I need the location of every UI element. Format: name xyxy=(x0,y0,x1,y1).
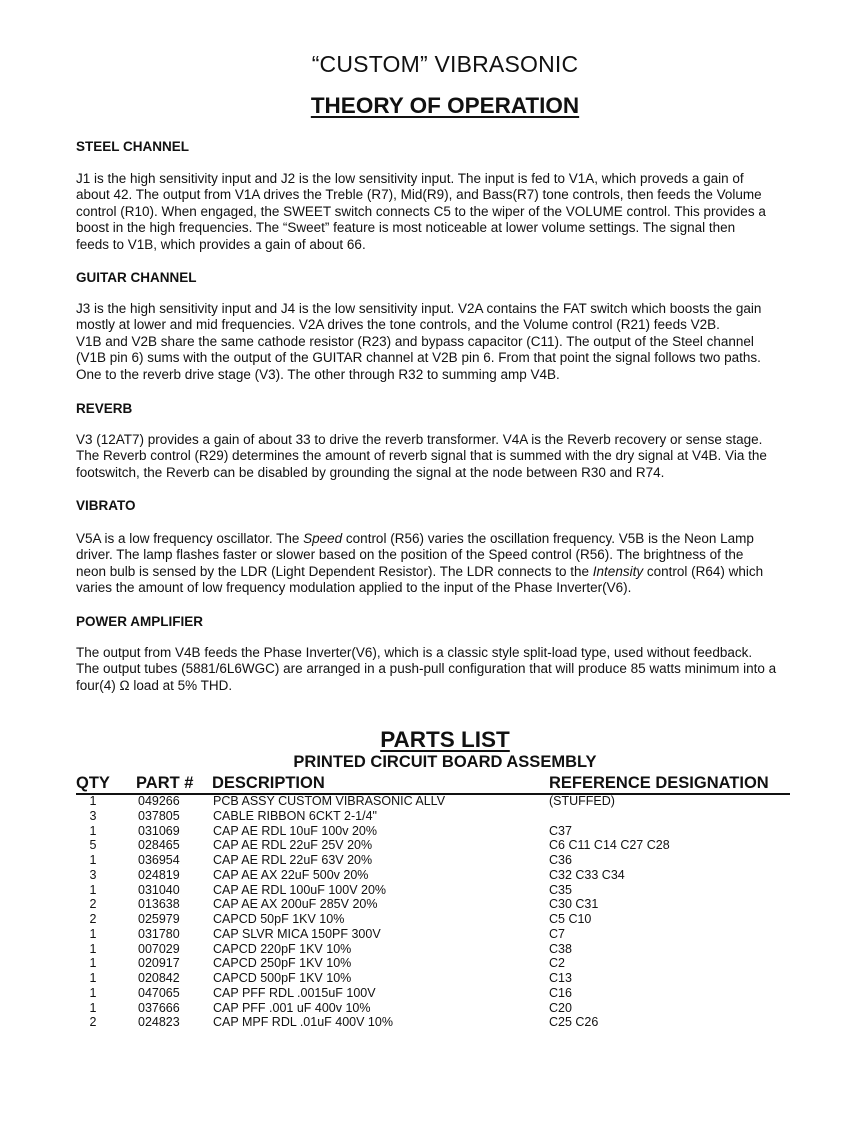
body-line: V1B and V2B share the same cathode resistor (R23) and bypass capacitor (C11). The output of the Steel channel xyxy=(76,333,754,349)
cell-qty: 2 xyxy=(89,1015,97,1030)
cell-qty: 1 xyxy=(89,971,97,985)
body-line: four(4) Ω load at 5% THD. xyxy=(76,677,233,693)
cell-description: PCB ASSY CUSTOM VIBRASONIC ALLV xyxy=(213,794,446,808)
column-header-qty: QTY xyxy=(76,774,110,792)
body-line: neon bulb is sensed by the LDR (Light Dependent Resistor). The LDR connects to the Intensity control (R64) which xyxy=(76,563,764,579)
table-row xyxy=(0,1001,866,1016)
cell-description: CAP SLVR MICA 150PF 300V xyxy=(213,926,381,941)
cell-description: CAP AE AX 200uF 285V 20% xyxy=(213,897,378,912)
cell-part: 020842 xyxy=(138,971,180,985)
cell-reference: C37 xyxy=(549,823,572,838)
section-body-guitar-channel xyxy=(76,301,821,383)
section-heading-power-amplifier: POWER AMPLIFIER xyxy=(76,614,203,629)
cell-part: 031780 xyxy=(138,926,180,941)
cell-qty: 1 xyxy=(89,794,97,808)
body-line: driver. The lamp flashes faster or slower based on the position of the Speed control (R56). The brightness of the xyxy=(76,547,744,563)
body-line: feeds to V1B, which provides a gain of about 66. xyxy=(76,236,366,252)
body-line: J1 is the high sensitivity input and J2 is the low sensitivity input. The input is fed to V1A, which proveds a gain of xyxy=(76,171,744,186)
table-row xyxy=(0,986,866,1001)
body-line: varies the amount of low frequency modulation applied to the input of the Phase Inverter(V6). xyxy=(76,580,632,596)
table-row xyxy=(0,912,866,927)
cell-qty: 2 xyxy=(89,897,97,912)
section-heading-steel-channel: STEEL CHANNEL xyxy=(76,139,190,154)
table-row xyxy=(0,897,866,912)
cell-part: 013638 xyxy=(138,897,180,912)
column-header-part: PART # xyxy=(136,774,194,792)
cell-qty: 3 xyxy=(89,867,97,882)
cell-reference: C20 xyxy=(549,1000,572,1015)
body-line: footswitch, the Reverb can be disabled by grounding the signal at the node between R30 and R74. xyxy=(76,464,665,480)
cell-part: 024819 xyxy=(138,867,180,882)
cell-reference: C2 xyxy=(549,956,565,971)
body-line: mostly at lower and mid frequencies. V2A drives the tone controls, and the Volume control (R21) feeds V2B. xyxy=(76,317,720,333)
cell-reference: C16 xyxy=(549,985,572,1000)
cell-qty: 5 xyxy=(89,838,97,853)
column-header-description: DESCRIPTION xyxy=(212,774,325,792)
cell-description: CAP PFF .001 uF 400v 10% xyxy=(213,1000,371,1015)
table-row xyxy=(0,927,866,942)
cell-part: 025979 xyxy=(138,912,180,926)
body-line: One to the reverb drive stage (V3). The other through R32 to summing amp V4B. xyxy=(76,366,560,382)
table-row xyxy=(0,853,866,868)
cell-description: CAPCD 500pF 1KV 10% xyxy=(213,971,352,985)
section-body-reverb xyxy=(76,432,821,481)
cell-qty: 2 xyxy=(89,912,97,926)
cell-description: CAP MPF RDL .01uF 400V 10% xyxy=(213,1015,393,1030)
table-row xyxy=(0,956,866,971)
cell-reference: C30 C31 xyxy=(549,897,599,912)
body-line: The output tubes (5881/6L6WGC) are arranged in a push-pull configuration that will produce 85 watts minimum into a xyxy=(76,661,777,677)
section-heading-vibrato: VIBRATO xyxy=(76,498,136,513)
section-body-power-amplifier xyxy=(76,645,821,694)
cell-description: CAP AE RDL 22uF 63V 20% xyxy=(213,853,373,867)
body-line: The output from V4B feeds the Phase Inverter(V6), which is a classic style split-load type, used without feedback. xyxy=(76,645,753,660)
cell-qty: 1 xyxy=(89,926,97,941)
cell-qty: 1 xyxy=(89,941,97,956)
section-heading-guitar-channel: GUITAR CHANNEL xyxy=(76,270,197,285)
cell-description: CAP AE RDL 22uF 25V 20% xyxy=(213,838,373,853)
cell-part: 037666 xyxy=(138,1000,180,1015)
column-header-reference: REFERENCE DESIGNATION xyxy=(549,774,769,792)
cell-part: 031040 xyxy=(138,882,180,897)
emphasis-text: Speed xyxy=(303,531,343,546)
cell-reference: (STUFFED) xyxy=(549,794,615,808)
cell-description: CABLE RIBBON 6CKT 2-1/4" xyxy=(213,808,377,823)
table-row xyxy=(0,794,866,809)
cell-qty: 1 xyxy=(89,882,97,897)
parts-list-title xyxy=(0,727,866,753)
cell-reference: C25 C26 xyxy=(549,1015,599,1030)
cell-description: CAPCD 250pF 1KV 10% xyxy=(213,956,352,971)
cell-reference: C35 xyxy=(549,882,572,897)
cell-reference: C38 xyxy=(549,941,572,956)
table-row xyxy=(0,1015,866,1030)
cell-part: 031069 xyxy=(138,823,180,838)
table-row xyxy=(0,971,866,986)
body-line: V3 (12AT7) provides a gain of about 33 to drive the reverb transformer. V4A is the Reverb recovery or sense stage. xyxy=(76,432,763,447)
body-line: V5A is a low frequency oscillator. The Speed control (R56) varies the oscillation frequency. V5B is the Neon Lamp xyxy=(76,531,754,546)
cell-reference: C36 xyxy=(549,853,572,867)
cell-qty: 1 xyxy=(89,956,97,971)
cell-part: 047065 xyxy=(138,985,180,1000)
cell-part: 037805 xyxy=(138,808,180,823)
table-row xyxy=(0,838,866,853)
emphasis-text: Intensity xyxy=(592,563,644,579)
cell-qty: 1 xyxy=(89,853,97,867)
table-row xyxy=(0,824,866,839)
body-line: The Reverb control (R29) determines the amount of reverb signal that is summed with the dry signal at V4B. Via the xyxy=(76,448,767,464)
cell-reference: C6 C11 C14 C27 C28 xyxy=(549,838,670,853)
body-line: boost in the high frequencies. The “Sweet” feature is most noticeable at lower volume settings. The signal then xyxy=(76,220,736,236)
cell-reference: C32 C33 C34 xyxy=(549,867,625,882)
parts-list-subtitle: PRINTED CIRCUIT BOARD ASSEMBLY xyxy=(293,753,597,771)
table-row xyxy=(0,883,866,898)
cell-qty: 1 xyxy=(89,1000,97,1015)
cell-description: CAPCD 220pF 1KV 10% xyxy=(213,941,352,956)
cell-description: CAP PFF RDL .0015uF 100V xyxy=(213,985,376,1000)
section-body-vibrato xyxy=(76,531,821,597)
cell-part: 024823 xyxy=(138,1015,180,1030)
section-heading-reverb: REVERB xyxy=(76,401,133,416)
cell-reference: C13 xyxy=(549,971,572,985)
body-line: control (R10). When engaged, the SWEET switch connects C5 to the wiper of the VOLUME control. This provides a xyxy=(76,203,766,219)
cell-description: CAPCD 50pF 1KV 10% xyxy=(213,912,345,926)
cell-part: 007029 xyxy=(138,941,180,956)
cell-qty: 1 xyxy=(89,823,97,838)
body-line: (V1B pin 6) sums with the output of the GUITAR channel at V2B pin 6. From that point the signal follows two paths. xyxy=(76,350,761,366)
theory-of-operation-heading xyxy=(0,93,866,119)
cell-part: 020917 xyxy=(138,956,180,971)
cell-description: CAP AE RDL 10uF 100v 20% xyxy=(213,823,377,838)
theory-of-operation-text: THEORY OF OPERATION xyxy=(310,93,580,118)
section-body-steel-channel xyxy=(76,171,821,253)
cell-part: 028465 xyxy=(138,838,180,853)
cell-reference: C5 C10 xyxy=(549,912,592,926)
body-line: about 42. The output from V1A drives the Treble (R7), Mid(R9), and Bass(R7) tone controls, then feeds the Volume xyxy=(76,187,762,203)
cell-description: CAP AE AX 22uF 500v 20% xyxy=(213,867,369,882)
body-line: J3 is the high sensitivity input and J4 is the low sensitivity input. V2A contains the FAT switch which boosts the gain xyxy=(76,301,762,316)
cell-description: CAP AE RDL 100uF 100V 20% xyxy=(213,882,387,897)
cell-qty: 3 xyxy=(89,808,97,823)
cell-qty: 1 xyxy=(89,985,97,1000)
cell-part: 036954 xyxy=(138,853,180,867)
table-row xyxy=(0,868,866,883)
document-title: “CUSTOM” VIBRASONIC xyxy=(311,51,579,77)
parts-list-title-text: PARTS LIST xyxy=(380,727,510,752)
table-row xyxy=(0,942,866,957)
cell-part: 049266 xyxy=(138,794,180,808)
cell-reference: C7 xyxy=(549,926,565,941)
table-row xyxy=(0,809,866,824)
